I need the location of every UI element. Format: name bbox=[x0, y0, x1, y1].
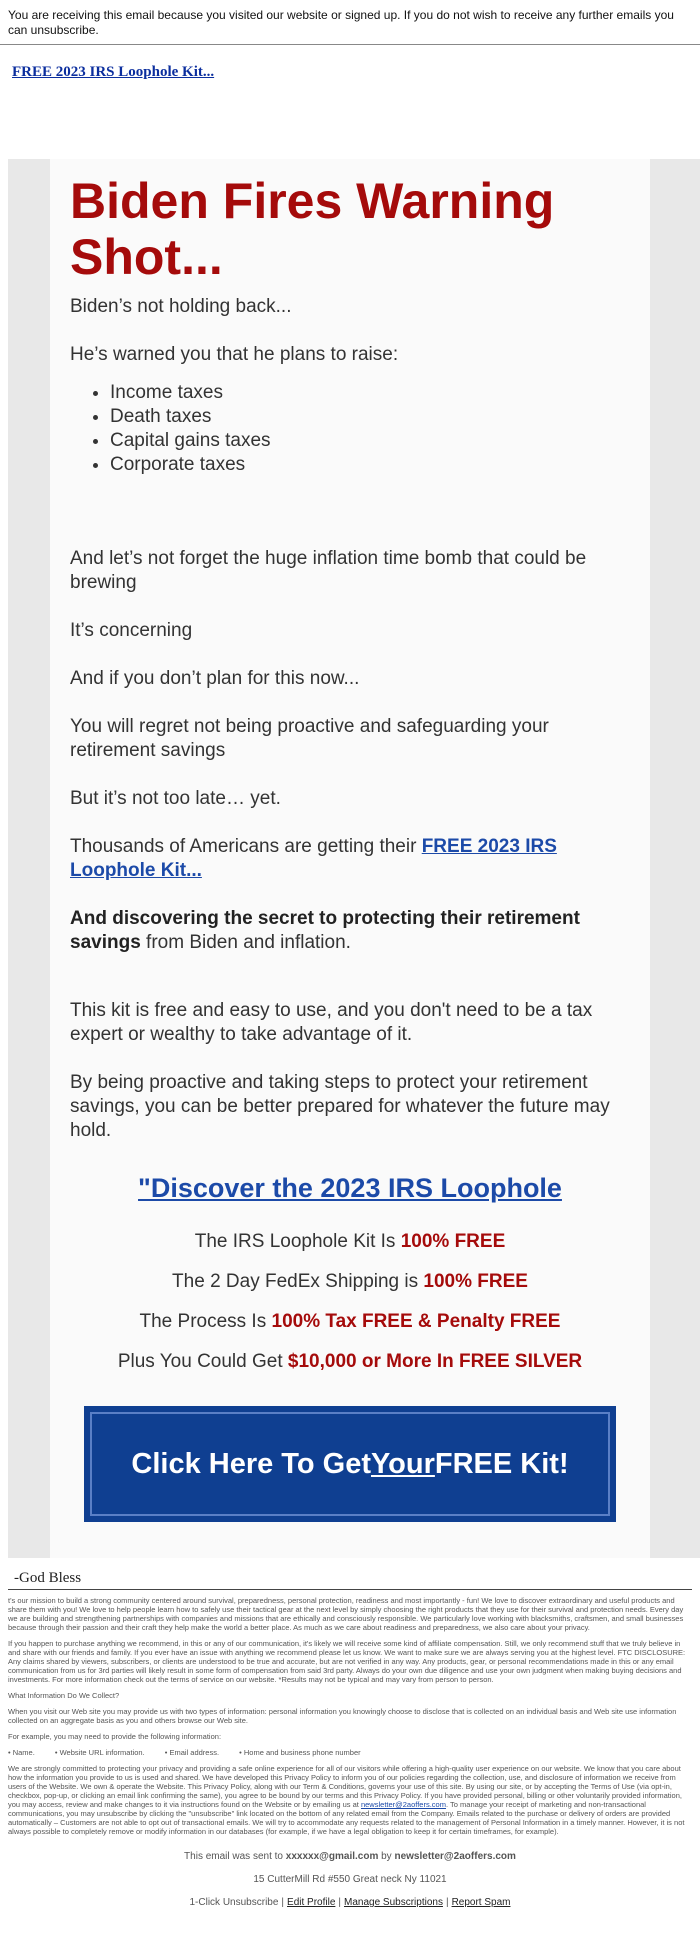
sender-email: newsletter@2aoffers.com bbox=[394, 1851, 516, 1862]
list-item: • Capital gains taxes bbox=[110, 429, 630, 453]
preheader-text: You are receiving this email because you visited our website or signed up. If you do not wish to receive any further emails you can unsubscribe. bbox=[0, 0, 700, 45]
thousands-paragraph bbox=[70, 835, 630, 883]
legal-paragraph: For example, you may need to provide the following information: bbox=[8, 1732, 222, 1741]
privacy-text: We are strongly committed to protecting your privacy and providing a safe online experience for all of our visitors while offering a high-quality user experience on our website. We know that you care about how the information you provide to us is used and shared. We have developed this Privacy Policy to inform you of our policies regarding the collection, use, and disclosure of information we receive from users of the Website. We own & operate the Website. This Privacy Policy, along with our Term & Conditions, governs your use of this site. By using our site, or by accepting the Terms of Use (via opt-in, checkbox, pop-up, or clicking an email link confirming the same), you agree to be bound by our terms and this Privacy Policy. If you have provided personal, billing or other voluntarily provided information, you may access, review and make changes to it via instructions found on the Website or by emailing us at bbox=[8, 1764, 682, 1809]
thousands-text: Thousands of Americans are getting their bbox=[70, 836, 422, 857]
offer-line bbox=[70, 1310, 630, 1334]
offer-text: The 2 Day FedEx Shipping is bbox=[172, 1271, 424, 1292]
list-item: • Name. bbox=[8, 1748, 35, 1757]
intro-paragraph-1: Biden’s not holding back... bbox=[70, 296, 292, 317]
proactive-paragraph: By being proactive and taking steps to protect your retirement savings, you can be better prepared for whatever the future may hold. bbox=[70, 1072, 610, 1141]
mailing-address: 15 CutterMill Rd #550 Great neck Ny 11021 bbox=[253, 1874, 447, 1885]
collected-info-list bbox=[8, 1748, 692, 1757]
privacy-email-link[interactable]: newsletter@2aoffers.com bbox=[360, 1800, 446, 1809]
headline: Biden Fires Warning Shot... bbox=[70, 173, 555, 285]
offer-text: The IRS Loophole Kit Is bbox=[194, 1231, 401, 1252]
cta-text-pre: Click Here To Get bbox=[131, 1447, 371, 1480]
discover-loophole-link[interactable]: "Discover the 2023 IRS Loophole bbox=[138, 1173, 562, 1203]
offer-text: The Process Is bbox=[139, 1311, 272, 1332]
list-item: • Income taxes bbox=[110, 381, 630, 405]
legal-paragraph: When you visit our Web site you may provide us with two types of information: personal information you knowingly choose to disclose that is collected on an individual basis and Web site use information collected on an aggregate basis as you and others browse our Web site. bbox=[8, 1707, 677, 1725]
legal-paragraph: t's our mission to build a strong community centered around survival, preparedness, personal protection, readiness and most importantly - fun! We love to discover extraordinary and useful products and share them with you! We love to help people learn how to safely use their tactical gear at the next level by simply choosing the right products that they use for their survival and protection needs. Every day we are building and strengthening partnerships with companies and missions that are ethically and consciously responsible. We particularly love working with blacksmiths, craftsmen, and small businesses because through their passion and their craft they help make the world a better place. As much as we care about readiness and preparedness, we also care about your privacy. bbox=[8, 1596, 684, 1632]
offer-highlight: 100% Tax FREE & Penalty FREE bbox=[271, 1311, 561, 1332]
list-item: • Corporate taxes bbox=[110, 453, 630, 477]
inline-kit-link[interactable]: FREE 2023 IRS Loophole Kit... bbox=[70, 836, 557, 881]
list-item: • Home and business phone number bbox=[239, 1748, 361, 1757]
edit-profile-link[interactable]: Edit Profile bbox=[287, 1897, 336, 1908]
offer-highlight: 100% FREE bbox=[423, 1271, 528, 1292]
sent-to-line bbox=[0, 1851, 700, 1862]
offer-line bbox=[70, 1270, 630, 1294]
regret-paragraph: You will regret not being proactive and safeguarding your retirement savings bbox=[70, 716, 549, 761]
top-link-row bbox=[0, 51, 700, 159]
privacy-text-rest: . To manage your receipt of marketing and non-transactional communications, you may unsubscribe by clicking the "unsubscribe" link located on the bottom of any related email from the Company. Emails related to the purchase or delivery of orders are provided automatically – Customers are not able to opt out of transactional emails. We will try to accommodate any requests related to the management of Personal Information in a timely manner. However, it is not always possible to completely remove or modify information in our databases (for example, if we have a legal obligation to keep it for certain timeframes, for example). bbox=[8, 1800, 685, 1836]
signoff: -God Bless bbox=[8, 1570, 692, 1590]
cta-text-underlined: Your bbox=[370, 1447, 435, 1480]
secret-bold-text: And discovering the secret to protecting their retirement savings bbox=[70, 908, 580, 953]
intro-paragraph-2: He’s warned you that he plans to raise: bbox=[70, 344, 399, 365]
legal-disclaimer bbox=[0, 1590, 700, 1836]
offer-line bbox=[70, 1350, 630, 1374]
privacy-paragraph bbox=[8, 1764, 692, 1836]
plan-paragraph: And if you don’t plan for this now... bbox=[70, 668, 360, 689]
secret-rest-text: from Biden and inflation. bbox=[140, 932, 351, 953]
not-too-late-paragraph: But it’s not too late… yet. bbox=[70, 788, 281, 809]
report-spam-link[interactable]: Report Spam bbox=[451, 1897, 511, 1908]
top-kit-link[interactable]: FREE 2023 IRS Loophole Kit... bbox=[12, 64, 215, 80]
offer-highlight: $10,000 or More In FREE SILVER bbox=[287, 1351, 583, 1372]
content-card bbox=[50, 159, 650, 1558]
unsubscribe-link[interactable]: 1-Click Unsubscribe bbox=[189, 1897, 279, 1908]
secret-paragraph bbox=[70, 907, 630, 955]
list-item: • Death taxes bbox=[110, 405, 630, 429]
legal-paragraph: What Information Do We Collect? bbox=[8, 1691, 120, 1700]
kit-paragraph: This kit is free and easy to use, and you don't need to be a tax expert or wealthy to take advantage of it. bbox=[70, 1000, 593, 1045]
cta-label[interactable] bbox=[90, 1412, 610, 1516]
footer-links: 1-Click Unsubscribe | Edit Profile | Manage Subscriptions | Report Spam bbox=[189, 1897, 511, 1908]
list-item: • Website URL information. bbox=[54, 1748, 145, 1757]
list-item: • Email address. bbox=[164, 1748, 220, 1757]
footer bbox=[0, 1843, 700, 1908]
sent-by-text: by bbox=[378, 1851, 395, 1862]
concerning-paragraph: It’s concerning bbox=[70, 620, 193, 641]
offer-text: Plus You Could Get bbox=[117, 1351, 288, 1372]
cta-text-post: FREE Kit! bbox=[434, 1447, 569, 1480]
offer-highlight: 100% FREE bbox=[400, 1231, 506, 1252]
legal-paragraph: If you happen to purchase anything we recommend, in this or any of our communication, it's likely we will receive some kind of affiliate compensation. Still, we only recommend stuff that we truly believe in and share with our friends and family. If you ever have an issue with anything we recommend please let us know. We want to make sure we are always serving you at the highest level. FTC DISCLOSURE: Any claims shared by viewers, subscribers, or clients are understood to be true and accurate, but are not verified in any way. Any products, gear, or personal recommendations made in this or any email communication from us for 3rd parties will likely result in some form of compensation from said 3rd party. Always do your own due diligence and use your own judgment when making buying decisions and investments. For more information check out the terms of service on our website. *Results may not be typical and may vary from person to person. bbox=[8, 1639, 686, 1684]
inflation-paragraph: And let’s not forget the huge inflation time bomb that could be brewing bbox=[70, 548, 587, 593]
recipient-email: xxxxxx@gmail.com bbox=[285, 1851, 379, 1862]
manage-subscriptions-link[interactable]: Manage Subscriptions bbox=[344, 1897, 443, 1908]
offer-line bbox=[70, 1230, 630, 1254]
content-frame bbox=[8, 159, 700, 1558]
tax-list bbox=[70, 381, 630, 477]
sent-text: This email was sent to bbox=[184, 1851, 286, 1862]
cta-button[interactable] bbox=[84, 1406, 616, 1522]
